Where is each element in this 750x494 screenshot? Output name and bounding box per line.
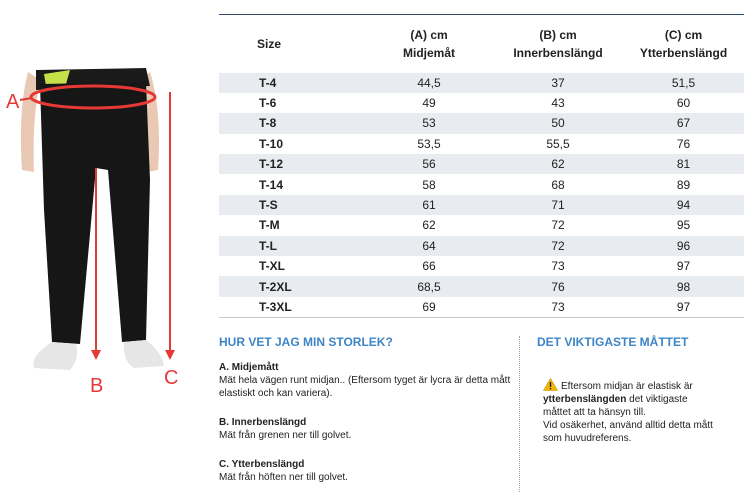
- cell-waist: 62: [422, 218, 436, 233]
- cell-inseam: 71: [551, 198, 565, 213]
- warning-icon: [543, 378, 558, 391]
- cell-waist: 49: [422, 96, 436, 111]
- cell-inseam: 37: [551, 75, 565, 90]
- measure-item-heading: B. Innerbenslängd: [219, 417, 307, 428]
- cell-outseam: 97: [676, 259, 691, 274]
- table-row: [219, 73, 744, 93]
- cell-inseam: 62: [551, 157, 565, 172]
- table-row: [219, 297, 744, 317]
- key-note-line1: Eftersom midjan är elastisk är: [561, 381, 693, 392]
- table-row: [219, 236, 744, 256]
- cell-waist: 53,5: [417, 136, 441, 151]
- label-b: B: [90, 375, 104, 397]
- pants-measurement-figure: [0, 60, 212, 400]
- cell-outseam: 98: [676, 279, 691, 294]
- cell-outseam: 96: [676, 238, 691, 253]
- cell-size: T-6: [259, 96, 277, 111]
- cell-inseam: 68: [551, 177, 565, 192]
- cell-inseam: 73: [551, 299, 565, 314]
- cell-inseam: 50: [551, 116, 565, 131]
- cell-waist: 64: [422, 238, 436, 253]
- key-measure-note: [543, 378, 713, 445]
- cell-outseam: 89: [676, 177, 691, 192]
- right-foot: [124, 340, 164, 368]
- cell-outseam: 97: [676, 299, 691, 314]
- cell-waist: 66: [422, 259, 436, 274]
- header-inseam: (B) cm Innerbenslängd: [513, 27, 603, 60]
- table-row: [219, 154, 744, 174]
- cell-inseam: 76: [551, 279, 565, 294]
- cell-size: T-8: [259, 116, 277, 131]
- cell-outseam: 94: [676, 198, 691, 213]
- cell-outseam: 60: [676, 96, 691, 111]
- inseam-arrowhead: [91, 350, 101, 360]
- cell-size: T-XL: [259, 259, 285, 274]
- table-row: [219, 195, 744, 215]
- measure-item-heading: A. Midjemått: [219, 362, 279, 373]
- cell-waist: 44,5: [417, 75, 441, 90]
- table-row: [219, 113, 744, 133]
- cell-size: T-12: [259, 157, 284, 172]
- cell-outseam: 76: [676, 136, 691, 151]
- cell-size: T-S: [259, 198, 278, 213]
- header-outseam: (C) cm Ytterbenslängd: [639, 27, 728, 60]
- table-row: [219, 134, 744, 154]
- measure-item-inseam: [219, 416, 514, 442]
- measure-item-heading: C. Ytterbenslängd: [219, 459, 305, 470]
- cell-size: T-10: [259, 136, 284, 151]
- cell-size: T-14: [259, 177, 284, 192]
- cell-outseam: 95: [676, 218, 691, 233]
- measure-item-outseam: [219, 458, 514, 484]
- table-row: [219, 93, 744, 113]
- cell-inseam: 55,5: [546, 136, 570, 151]
- key-note-bold: ytterbenslängden: [543, 394, 627, 405]
- cell-inseam: 72: [551, 238, 565, 253]
- key-note-line3: Vid osäkerhet, använd alltid detta mått som huvudreferens.: [543, 420, 713, 444]
- table-header-row: [219, 15, 744, 73]
- label-a: A: [6, 91, 20, 113]
- cell-size: T-4: [259, 75, 277, 90]
- cell-waist: 53: [422, 116, 436, 131]
- cell-waist: 69: [422, 299, 436, 314]
- label-c: C: [164, 367, 179, 389]
- header-size: Size: [257, 36, 282, 51]
- cell-outseam: 67: [676, 116, 691, 131]
- cell-outseam: 51,5: [671, 75, 696, 90]
- cell-waist: 68,5: [417, 279, 441, 294]
- cell-size: T-3XL: [259, 299, 292, 314]
- measure-item-text: Mät hela vägen runt midjan.. (Eftersom tyget är lycra är detta mått elastiskt och kan variera).: [219, 375, 511, 399]
- table-row: [219, 276, 744, 296]
- header-waist: (A) cm Midjemåt: [402, 27, 455, 60]
- cell-size: T-L: [259, 238, 277, 253]
- table-row: [219, 215, 744, 235]
- table-row: [219, 174, 744, 194]
- measure-item-text: Mät från grenen ner till golvet.: [219, 430, 352, 441]
- cell-size: T-M: [259, 218, 280, 233]
- cell-waist: 61: [422, 198, 436, 213]
- cell-inseam: 73: [551, 259, 565, 274]
- key-measure-title: DET VIKTIGASTE MÅTTET: [537, 335, 689, 349]
- outseam-arrowhead: [165, 350, 175, 360]
- measure-item-waist: [219, 361, 514, 400]
- cell-waist: 56: [422, 157, 436, 172]
- key-note-line2: det viktigaste måttet att ta hänsyn till.: [543, 394, 688, 418]
- cell-size: T-2XL: [259, 279, 292, 294]
- left-foot: [33, 342, 77, 370]
- cell-inseam: 43: [551, 96, 565, 111]
- cell-inseam: 72: [551, 218, 565, 233]
- how-to-measure-title: HUR VET JAG MIN STORLEK?: [219, 335, 393, 349]
- cell-waist: 58: [422, 177, 436, 192]
- cell-outseam: 81: [676, 157, 691, 172]
- section-divider: [519, 336, 520, 492]
- size-chart-table: [219, 14, 744, 318]
- measure-item-text: Mät från höften ner till golvet.: [219, 472, 348, 483]
- table-row: [219, 256, 744, 276]
